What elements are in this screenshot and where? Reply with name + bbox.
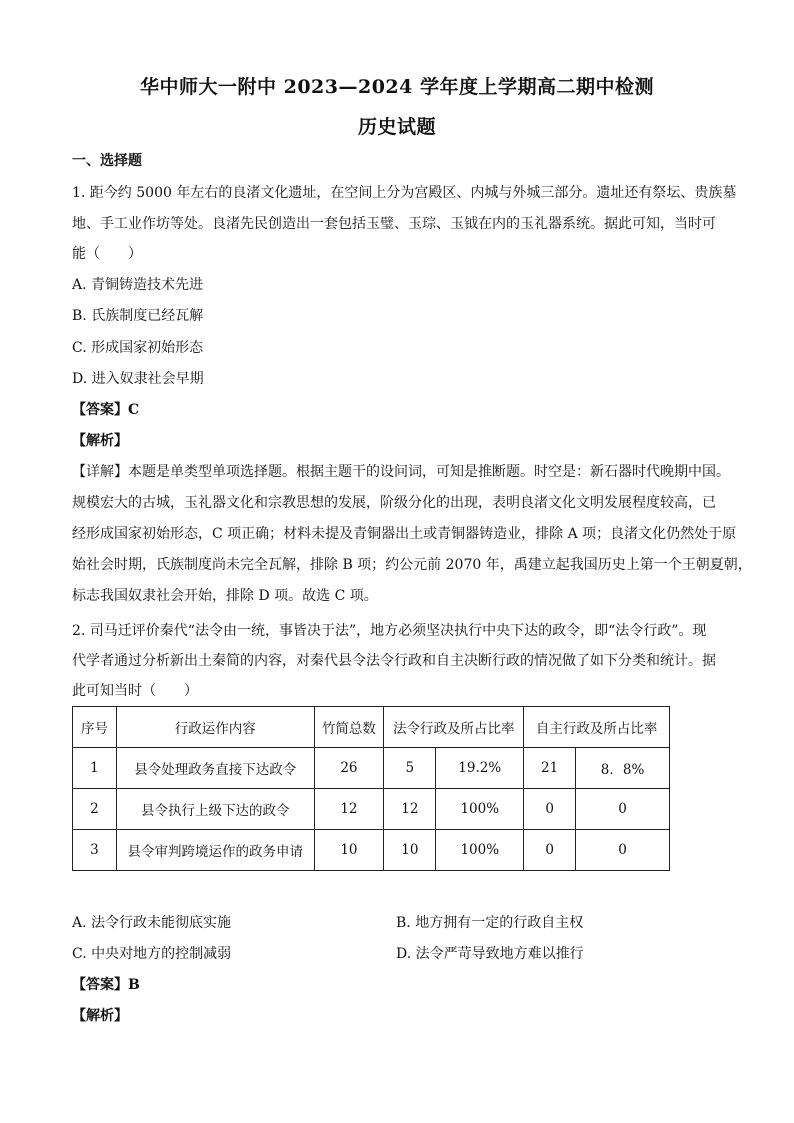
table-cell: 10 [314, 830, 384, 871]
q2-stem-line: 代学者通过分析新出土秦简的内容，对秦代县令法令行政和自主决断行政的情况做了如下分类和统计。据 [72, 653, 716, 669]
table-row [73, 789, 670, 830]
q2-option-b: B. 地方拥有一定的行政自主权 [396, 915, 584, 931]
exam-title: 华中师大一附中 2023—2024 学年度上学期高二期中检测 [140, 76, 654, 98]
q1-stem-line: 能（ ） [72, 246, 142, 262]
exam-subtitle: 历史试题 [357, 116, 436, 138]
q2-stem-line: 此可知当时（ ） [72, 683, 198, 699]
q2-option-d: D. 法令严苛导致地方难以推行 [396, 946, 584, 962]
q1-answer: 【答案】C [72, 402, 140, 418]
table-cell: 县令执行上级下达的政令 [116, 789, 314, 830]
q1-detail-line: 始社会时期，氏族制度尚未完全瓦解，排除 B 项；约公元前 2070 年，禹建立起我国历史上第一个王朝夏朝， [72, 557, 752, 573]
table-header-cell: 法令行政及所占比率 [384, 707, 524, 748]
table-cell: 0 [576, 830, 670, 871]
table-row [73, 748, 670, 789]
table-cell: 8．8% [576, 748, 670, 789]
q1-stem-line: 地、手工业作坊等处。良渚先民创造出一套包括玉璧、玉琮、玉钺在内的玉礼器系统。据此可知，当时可 [72, 216, 716, 232]
table-cell: 3 [73, 830, 117, 871]
table-cell: 100% [436, 830, 524, 871]
table-header-cell: 行政运作内容 [116, 707, 314, 748]
q1-detail-line: 标志我国奴隶社会开始，排除 D 项。故选 C 项。 [72, 588, 378, 604]
q2-option-c: C. 中央对地方的控制减弱 [72, 946, 232, 962]
table-cell: 5 [384, 748, 436, 789]
table-header-cell: 自主行政及所占比率 [524, 707, 670, 748]
section-heading: 一、选择题 [72, 153, 142, 169]
table-header-row [73, 707, 670, 748]
q2-option-a: A. 法令行政未能彻底实施 [72, 915, 232, 931]
table-cell: 12 [384, 789, 436, 830]
q1-option-c: C. 形成国家初始形态 [72, 340, 204, 356]
table-cell: 1 [73, 748, 117, 789]
q1-detail-line: 【详解】本题是单类型单项选择题。根据主题干的设问词，可知是推断题。时空是：新石器时代晚期中国。 [72, 464, 730, 480]
table-header-cell: 竹简总数 [314, 707, 384, 748]
q1-option-d: D. 进入奴隶社会早期 [72, 371, 204, 387]
q1-detail-line: 经形成国家初始形态，C 项正确；材料未提及青铜器出土或青铜器铸造业，排除 A 项；良渚文化仍然处于原 [72, 526, 737, 542]
table-cell: 2 [73, 789, 117, 830]
table-cell: 0 [524, 830, 576, 871]
table-cell: 19.2% [436, 748, 524, 789]
q1-option-a: A. 青铜铸造技术先进 [72, 277, 204, 293]
statistics-table [72, 706, 670, 871]
q1-stem-line: 1. 距今约 5000 年左右的良渚文化遗址，在空间上分为宫殿区、内城与外城三部分。遗址还有祭坛、贵族墓 [72, 185, 737, 201]
q2-stem-line: 2. 司马迁评价秦代“法令由一统，事皆决于法”，地方必须坚决执行中央下达的政令，即“法令行政”。现 [72, 623, 707, 639]
table-cell: 县令审判跨境运作的政务申请 [116, 830, 314, 871]
q1-option-b: B. 氏族制度已经瓦解 [72, 308, 204, 324]
table-cell: 10 [384, 830, 436, 871]
table-cell: 0 [524, 789, 576, 830]
table-cell: 21 [524, 748, 576, 789]
table-header-cell: 序号 [73, 707, 117, 748]
table-cell: 100% [436, 789, 524, 830]
q2-analysis-label: 【解析】 [72, 1008, 128, 1024]
table-row [73, 830, 670, 871]
q2-answer: 【答案】B [72, 977, 140, 993]
table-cell: 26 [314, 748, 384, 789]
q1-analysis-label: 【解析】 [72, 433, 128, 449]
table-cell: 12 [314, 789, 384, 830]
table-cell: 0 [576, 789, 670, 830]
table-cell: 县令处理政务直接下达政令 [116, 748, 314, 789]
q1-detail-line: 规模宏大的古城，玉礼器文化和宗教思想的发展，阶级分化的出现，表明良渚文化文明发展程度较高，已 [72, 495, 716, 511]
